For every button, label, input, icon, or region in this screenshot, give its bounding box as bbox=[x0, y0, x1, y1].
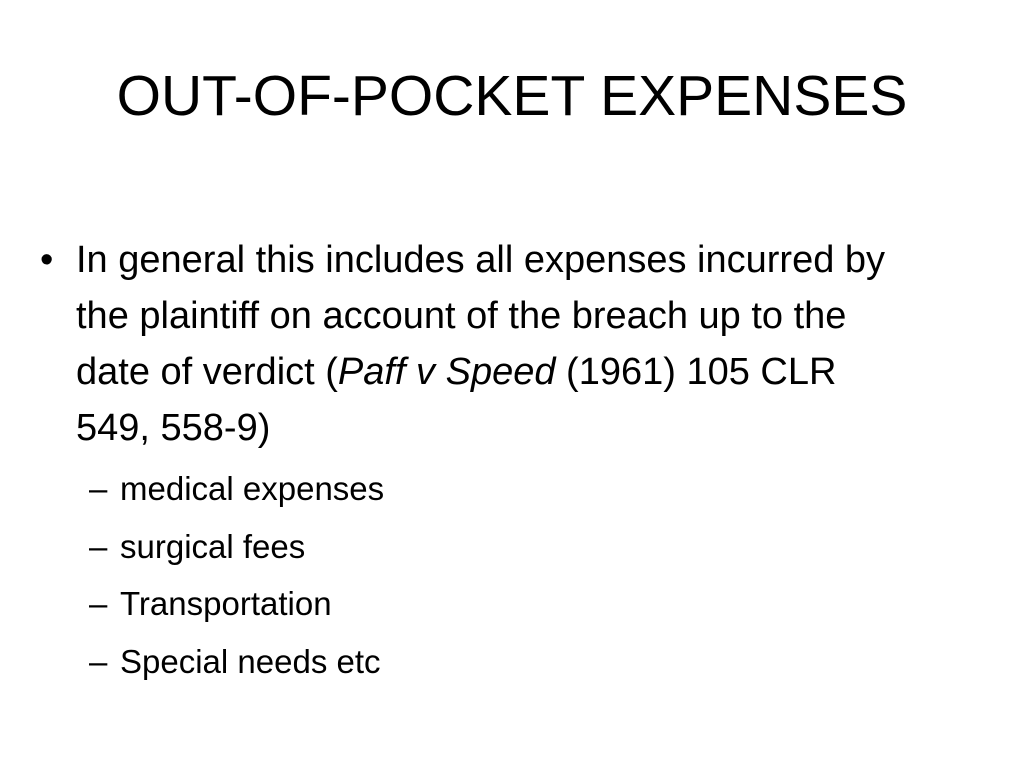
sub-item-text: medical expenses bbox=[120, 470, 385, 507]
sub-marker: – bbox=[89, 642, 108, 680]
sub-list bbox=[76, 460, 914, 690]
bullet-marker: • bbox=[40, 239, 54, 281]
bullet-text bbox=[76, 239, 885, 449]
sub-marker: – bbox=[89, 585, 108, 622]
sub-marker: – bbox=[89, 470, 108, 507]
bullet-list bbox=[0, 232, 1024, 690]
case-name: Paff v Speed bbox=[337, 351, 556, 393]
sub-item bbox=[0, 460, 914, 518]
sub-item bbox=[0, 633, 914, 691]
sub-item bbox=[0, 575, 914, 633]
sub-item-text: surgical fees bbox=[120, 527, 306, 565]
sub-marker: – bbox=[89, 527, 108, 565]
sub-item-text: Transportation bbox=[120, 585, 332, 622]
slide-title: OUT-OF-POCKET EXPENSES bbox=[116, 64, 908, 128]
sub-item bbox=[0, 518, 914, 576]
bullet-text-after: (1961) 105 CLR 549, 558-9) bbox=[76, 351, 837, 449]
bullet-text-before: In general this includes all expenses incurred by the plaintiff on account of the breach up to the date of verdict ( bbox=[76, 239, 886, 393]
sub-item-text: Special needs etc bbox=[120, 642, 381, 680]
bullet-item bbox=[0, 232, 1024, 690]
